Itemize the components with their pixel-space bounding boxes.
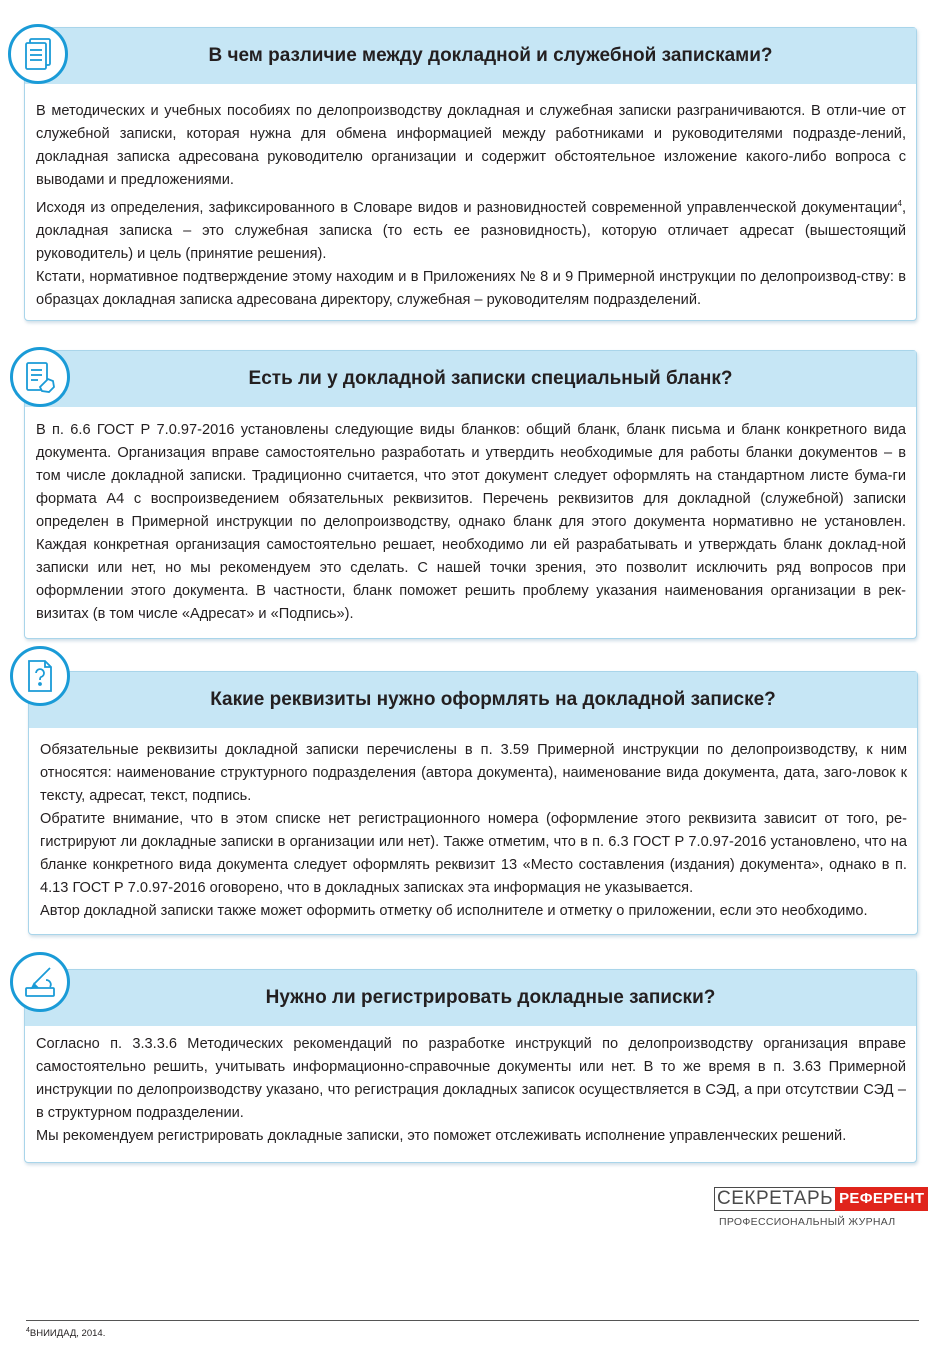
document-question-icon — [10, 646, 70, 706]
paragraph: Согласно п. 3.3.3.6 Методических рекомендаций по разработке инструкций по делопроизводству организация вправе самостоятельно решить, учитывать информационно-справочные документы или нет. В то же время в п. 3.63 Примерной инструкции по делопроизводству указано, что регистрация докладных записок осуществляется в СЭД, а при отсутствии СЭД – в структурном подразделении. — [36, 1036, 906, 1121]
section-card-differences — [24, 27, 917, 321]
section-body — [40, 739, 907, 923]
logo-part-1: СЕКРЕТАРЬ — [714, 1187, 835, 1211]
form-hand-icon — [10, 347, 70, 407]
paragraph: Кстати, нормативное подтверждение этому находим и в Приложениях № 8 и 9 Примерной инструкции по делопроизвод-ству: в образцах докладная записка адресована директору, служебная – руководителям подразделений. — [36, 268, 906, 308]
hand-writing-icon — [10, 952, 70, 1012]
section-title: В чем различие между докладной и служебной записками? — [25, 28, 916, 84]
paragraph: Мы рекомендуем регистрировать докладные записки, это поможет отслеживать исполнение управленческих решений. — [36, 1128, 847, 1144]
paragraph: Обязательные реквизиты докладной записки перечислены в п. 3.59 Примерной инструкции по делопроизводству, к ним относятся: наименование структурного подразделения (автора документа), наименование вида документа, дата, заго-ловок к тексту, адресат, текст, подпись. — [40, 742, 907, 804]
section-card-blank — [24, 350, 917, 639]
section-body — [36, 100, 906, 312]
section-title: Какие реквизиты нужно оформлять на докладной записке? — [29, 672, 917, 728]
paragraph: Автор докладной записки также может оформить отметку об исполнителе и отметку о приложении, если это необходимо. — [40, 903, 868, 919]
section-body — [36, 1033, 906, 1148]
section-card-requisites — [28, 671, 918, 935]
paragraph: В методических и учебных пособиях по делопроизводству докладная и служебная записки разграничиваются. В отли-чие от служебной записки, которая нужна для обмена информацией между работниками и руководителями подразде-лений, докладная записка адресована руководителю организации и содержит обстоятельное изложение какого-либо вопроса с выводами и предложениями. — [36, 103, 906, 188]
paragraph: В п. 6.6 ГОСТ Р 7.0.97-2016 установлены следующие виды бланков: общий бланк, бланк письма и бланк конкретного вида документа. Организация вправе самостоятельно разработать и утвердить необходимые для работы бланки документов – в том числе докладной записки. Традиционно считается, что этот документ следует оформлять на стандартном листе бума-ги формата А4 с воспроизведением обязательных реквизитов. Перечень реквизитов для докладной (служебной) записки определен в Примерной инструкции по делопроизводству, однако бланк для этого документа нормативно не установлен. Каждая конкретная организация самостоятельно решает, необходимо ли ей разрабатывать и утверждать бланк доклад-ной записки или нет, но мы рекомендуем это сделать. С нашей точки зрения, это позволит исключить ряд вопросов при оформлении этого документа. В частности, бланк поможет решить проблему указания наименования организации в рек-визитах (в том числе «Адресат» и «Подпись»). — [36, 422, 906, 622]
paragraph: Исходя из определения, зафиксированного в Словаре видов и разновидностей современной управленческой документации$^4$, докладная записка – это служебная записка (то есть ее разновидность), которую отличает адресат (вышестоящий руководитель) и цель (принятие решения). — [36, 199, 906, 262]
documents-icon — [8, 24, 68, 84]
magazine-logo — [714, 1187, 928, 1228]
section-title: Есть ли у докладной записки специальный бланк? — [25, 351, 916, 407]
paragraph: Обратите внимание, что в этом списке нет регистрационного номера (оформление этого реквизита зависит от того, ре-гистрируют ли докладные записки в организации или нет). Также отметим, что в п. 6.3 ГОСТ Р 7.0.97-2016 установлено, что на бланке конкретного вида документа следует оформлять реквизит 13 «Место составления (издания) документа», однако в п. 4.13 ГОСТ Р 7.0.97-2016 оговорено, что в докладных записках эта информация не указывается. — [40, 811, 907, 896]
section-title: Нужно ли регистрировать докладные записки? — [25, 970, 916, 1026]
footnote: $^4$ВНИИДАД, 2014. — [26, 1327, 106, 1340]
logo-part-2: РЕФЕРЕНТ — [835, 1187, 928, 1211]
footnote-divider — [26, 1320, 919, 1321]
logo-subtitle: ПРОФЕССИОНАЛЬНЫЙ ЖУРНАЛ — [719, 1216, 896, 1228]
section-body — [36, 419, 906, 626]
section-card-registration — [24, 969, 917, 1163]
